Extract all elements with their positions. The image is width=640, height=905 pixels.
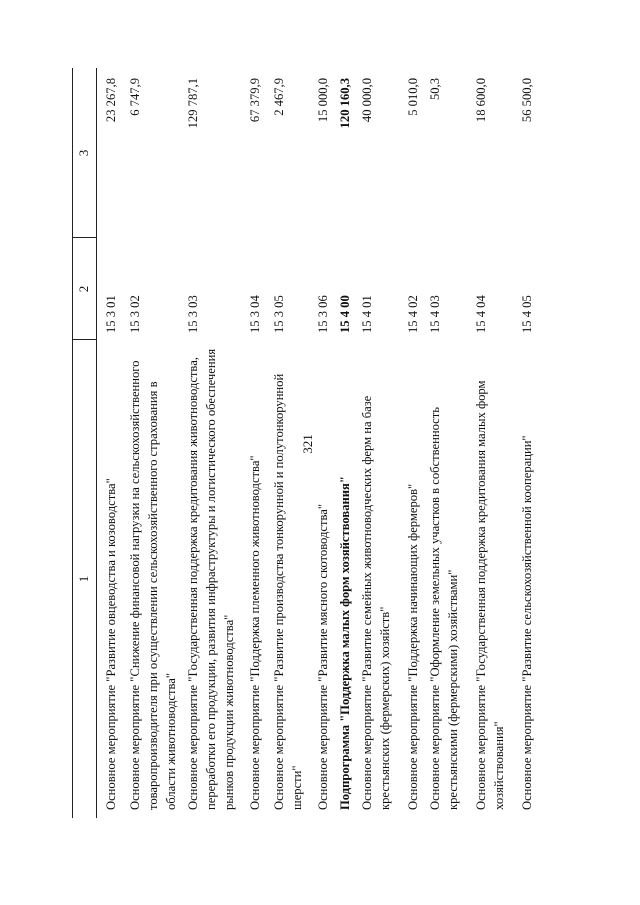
row-10-code: 15 4 03	[428, 295, 442, 333]
row-12-value: 56 500,0	[520, 78, 534, 123]
row-12-code: 15 4 05	[520, 295, 534, 333]
row-3-name: Основное мероприятие "Государственная поддержка кредитования животноводства, переработки его продукции, развития инфраструктуры и логистического обеспечения рынков продукции животноводства"	[186, 348, 236, 810]
row-5-value: 2 467,9	[272, 78, 286, 116]
row-1-code: 15 3 01	[104, 295, 118, 333]
row-3-value: 129 787,1	[186, 78, 200, 129]
row-7-code: 15 4 00	[338, 295, 352, 333]
row-6-value: 15 000,0	[316, 78, 330, 123]
row-11-value: 18 600,0	[474, 78, 488, 123]
row-9-name: Основное мероприятие "Поддержка начинающих фермеров"	[406, 483, 420, 810]
row-10-value: 50,3	[428, 78, 442, 101]
row-9-value: 5 010,0	[406, 78, 420, 116]
row-8-name: Основное мероприятие "Развитие семейных животноводческих ферм на базе крестьянских (фермерских) хозяйств"	[360, 395, 392, 810]
row-1-value: 23 267,8	[104, 78, 118, 123]
row-2-code: 15 3 02	[128, 295, 142, 333]
row-6-code: 15 3 06	[316, 295, 330, 333]
row-11-code: 15 4 04	[474, 295, 488, 333]
row-2-value: 6 747,9	[128, 78, 142, 116]
row-11-name: Основное мероприятие "Государственная поддержка кредитования малых форм хозяйствования"	[474, 380, 506, 810]
header-col2: 2	[76, 285, 91, 293]
row-7-value: 120 160,3	[338, 78, 352, 129]
row-4-name: Основное мероприятие "Поддержка племенного животноводства"	[248, 455, 262, 810]
row-3-code: 15 3 03	[186, 295, 200, 333]
row-7-name: Подпрограмма "Поддержка малых форм хозяйствования"	[338, 476, 352, 810]
header-col3: 3	[76, 149, 91, 157]
row-1-name: Основное мероприятие "Развитие овцеводства и козоводства"	[104, 478, 118, 810]
row-9-code: 15 4 02	[406, 295, 420, 333]
row-5-code: 15 3 05	[272, 295, 286, 333]
rotated-table	[72, 68, 572, 818]
row-8-value: 40 000,0	[360, 78, 374, 123]
row-6-name: Основное мероприятие "Развитие мясного скотоводства"	[316, 503, 330, 810]
row-4-code: 15 3 04	[248, 295, 262, 333]
header-col1: 1	[76, 575, 91, 583]
row-12-name: Основное мероприятие "Развитие сельскохозяйственной кооперации"	[520, 435, 534, 810]
header-bottom-line	[96, 68, 97, 818]
row-4-value: 67 379,9	[248, 78, 262, 123]
page-number: 321	[300, 434, 315, 454]
row-8-code: 15 4 01	[360, 295, 374, 333]
row-10-name: Основное мероприятие "Оформление земельных участков в собственность крестьянскими (фермерскими) хозяйствами"	[428, 406, 460, 810]
row-2-name: Основное мероприятие "Снижение финансовой нагрузки на сельскохозяйственного товаропроизводителя при осуществлении сельскохозяйственного страхования в области животноводства"	[128, 360, 178, 810]
row-5-name: Основное мероприятие "Развитие производства тонкорунной и полутонкорунной шерсти"	[272, 373, 304, 810]
table-top-line	[72, 68, 73, 818]
